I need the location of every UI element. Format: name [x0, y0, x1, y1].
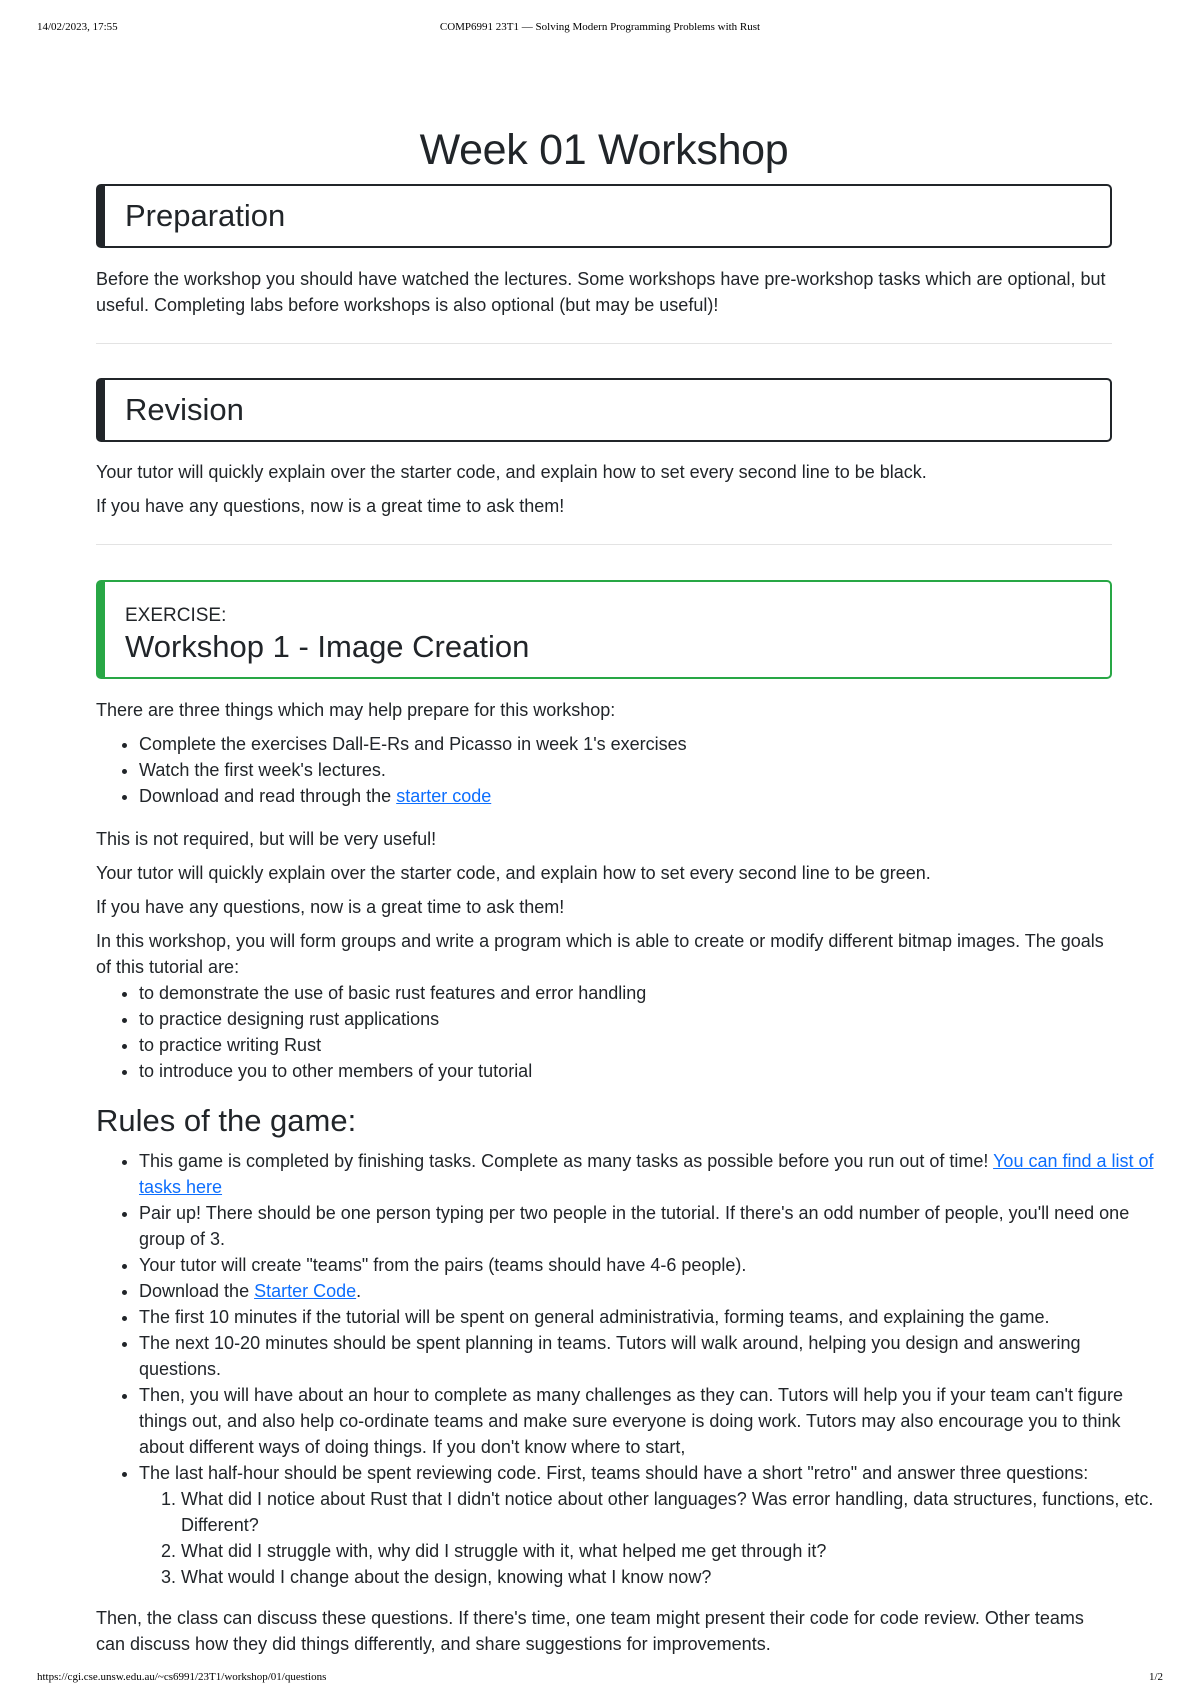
preparation-heading: Preparation [125, 198, 286, 233]
list-item: • to introduce you to other members of your tutorial [139, 1058, 1155, 1084]
print-footer [0, 1671, 1200, 1687]
tutor-explain-text: Your tutor will quickly explain over the starter code, and explain how to set every second line to be green. [96, 863, 931, 883]
exercise-heading: Workshop 1 - Image Creation [125, 629, 530, 664]
list-item: 1. What did I notice about Rust that I didn't notice about other languages? Was error handling, data structures, functions, etc. Different? [181, 1486, 1155, 1538]
rules-heading: Rules of the game: [96, 1103, 357, 1138]
exercise-heading-box [96, 580, 1112, 679]
preparation-text: Before the workshop you should have watched the lectures. Some workshops have pre-workshop tasks which are optional, but useful. Completing labs before workshops is also optional (but may be useful)! [96, 269, 1106, 315]
rule-text: . [356, 1281, 362, 1301]
print-datetime: 14/02/2023, 17:55 [37, 21, 118, 33]
goals-intro: In this workshop, you will form groups and write a program which is able to create or modify different bitmap images. The goals of this tutorial are: [96, 931, 1104, 977]
prep-item-text: Download and read through the [139, 786, 397, 806]
prep-list [96, 731, 1155, 809]
rules-list [96, 1148, 1155, 1590]
preparation-heading-box [96, 184, 1112, 248]
list-item: 2. What did I struggle with, why did I struggle with it, what helped me get through it? [181, 1538, 1155, 1564]
page-title: Week 01 Workshop [419, 126, 789, 174]
list-item: • Watch the first week's lectures. [139, 757, 1155, 783]
list-item: • Your tutor will create "teams" from the pairs (teams should have 4-6 people). [139, 1252, 1155, 1278]
list-item: • Complete the exercises Dall-E-Rs and Picasso in week 1's exercises [139, 731, 1155, 757]
print-doc-title: COMP6991 23T1 — Solving Modern Programming Problems with Rust [439, 21, 761, 33]
list-item: • to demonstrate the use of basic rust features and error handling [139, 980, 1155, 1006]
print-url: https://cgi.cse.unsw.edu.au/~cs6991/23T1/workshop/01/questions [37, 1671, 327, 1683]
list-item [139, 1278, 1155, 1304]
rule-text: Download the [139, 1281, 255, 1301]
print-header [0, 21, 1200, 37]
list-item [139, 783, 1155, 809]
rule-text: This game is completed by finishing tasks. Complete as many tasks as possible before you run out of time! [139, 1151, 994, 1171]
list-item: • The next 10-20 minutes should be spent planning in teams. Tutors will walk around, helping you design and answering questions. [139, 1330, 1155, 1382]
closing-text: Then, the class can discuss these questions. If there's time, one team might present their code for code review. Other teams can discuss how they did things differently, and share suggestions for improvements. [96, 1608, 1084, 1654]
questions-text: If you have any questions, now is a great time to ask them! [96, 897, 565, 917]
divider [96, 343, 1112, 344]
starter-code-link[interactable]: starter code [396, 786, 492, 806]
list-item: • to practice writing Rust [139, 1032, 1155, 1058]
list-item: 3. What would I change about the design, knowing what I know now? [181, 1564, 1155, 1590]
exercise-label: EXERCISE: [125, 605, 227, 626]
task-list-link[interactable]: You can find a list of tasks here [139, 1151, 1154, 1197]
exercise-intro: There are three things which may help prepare for this workshop: [96, 700, 616, 720]
rule-text: The last half-hour should be spent reviewing code. First, teams should have a short "retro" and answer three questions: [139, 1463, 1089, 1483]
revision-questions-text: If you have any questions, now is a great time to ask them! [96, 496, 565, 516]
list-item: • Then, you will have about an hour to complete as many challenges as they can. Tutors will help you if your team can't figure things out, and also help co-ordinate teams and make sure everyone is doing work. Tutors may also encourage you to think about different ways of doing things. If you don't know where to start, [139, 1382, 1155, 1460]
retro-questions-list [139, 1486, 1155, 1590]
starter-code-download-link[interactable]: Starter Code [254, 1281, 357, 1301]
revision-heading: Revision [125, 392, 244, 427]
list-item [139, 1460, 1155, 1590]
print-page-number: 1/2 [1148, 1671, 1163, 1683]
list-item: • to practice designing rust applications [139, 1006, 1155, 1032]
revision-text: Your tutor will quickly explain over the starter code, and explain how to set every second line to be black. [96, 462, 927, 482]
divider [96, 544, 1112, 545]
list-item: • The first 10 minutes if the tutorial will be spent on general administrativia, forming teams, and explaining the game. [139, 1304, 1155, 1330]
list-item: • Pair up! There should be one person typing per two people in the tutorial. If there's an odd number of people, you'll need one group of 3. [139, 1200, 1155, 1252]
revision-heading-box [96, 378, 1112, 442]
not-required-text: This is not required, but will be very useful! [96, 829, 437, 849]
goals-list [96, 980, 1155, 1084]
list-item [139, 1148, 1155, 1200]
